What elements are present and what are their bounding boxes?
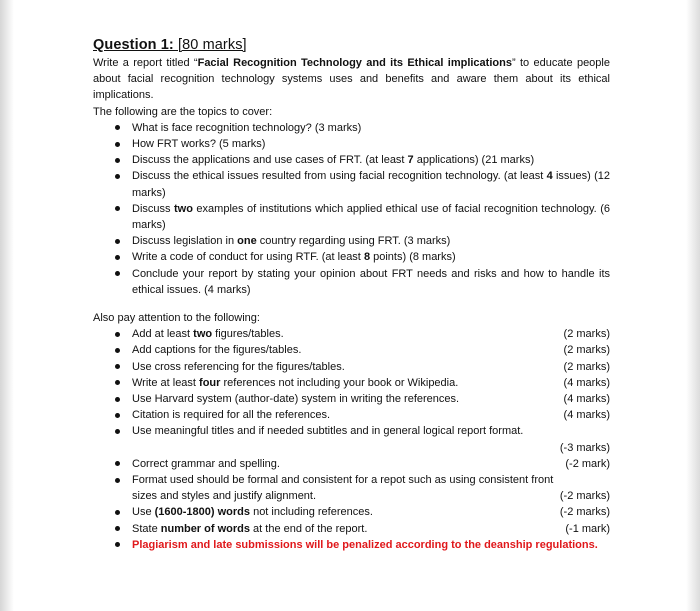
- item-marks: (-1 mark): [565, 522, 610, 535]
- list-item: Discuss the applications and use cases of FRT. (at least 7 applications) (21 marks): [93, 152, 610, 168]
- list-item: Use meaningful titles and if needed subtitles and in general logical report format.: [93, 423, 610, 439]
- list-item: Format used should be formal and consistent for a repot such as using consistent front sizes and styles and justify alignment. (-2 marks): [93, 472, 610, 504]
- list-item: Use cross referencing for the figures/tables. (2 marks): [93, 359, 610, 375]
- list-item: Discuss the ethical issues resulted from using facial recognition technology. (at least 4 issues) (12 marks): [93, 168, 610, 200]
- list-item: Add captions for the figures/tables. (2 marks): [93, 342, 610, 358]
- report-title: Facial Recognition Technology and its Ethical implications: [197, 57, 512, 69]
- penalties-list: [93, 456, 610, 553]
- list-item: How FRT works? (5 marks): [93, 136, 610, 152]
- item-marks: (2 marks): [563, 360, 610, 373]
- list-item: Write at least four references not including your book or Wikipedia. (4 marks): [93, 375, 610, 391]
- list-item: Citation is required for all the references. (4 marks): [93, 407, 610, 423]
- list-item: Discuss two examples of institutions which applied ethical use of facial recognition technology. (6 marks): [93, 201, 610, 233]
- question-content: [93, 36, 610, 553]
- attention-list: [93, 326, 610, 439]
- item-marks: (2 marks): [563, 328, 610, 341]
- list-item: State number of words at the end of the report. (-1 mark): [93, 521, 610, 537]
- item-marks: (4 marks): [563, 393, 610, 406]
- list-item: What is face recognition technology? (3 marks): [93, 120, 610, 136]
- item-marks: (-2 mark): [565, 457, 610, 470]
- list-item: Write a code of conduct for using RTF. (at least 8 points) (8 marks): [93, 249, 610, 265]
- list-item: Correct grammar and spelling. (-2 mark): [93, 456, 610, 472]
- topics-heading: The following are the topics to cover:: [93, 105, 273, 118]
- format-marks: (-3 marks): [559, 441, 610, 454]
- question-marks: [80 marks]: [178, 37, 247, 53]
- plagiarism-warning: Plagiarism and late submissions will be penalized according to the deanship regulations.: [93, 537, 610, 553]
- item-marks: (4 marks): [563, 409, 610, 422]
- topics-list: [93, 120, 610, 298]
- list-item: Use Harvard system (author-date) system in writing the references. (4 marks): [93, 391, 610, 407]
- question-title: [93, 36, 610, 54]
- list-item: Use (1600-1800) words not including references. (-2 marks): [93, 504, 610, 520]
- list-item: Add at least two figures/tables. (2 marks): [93, 326, 610, 342]
- item-marks: (2 marks): [563, 344, 610, 357]
- item-marks: (4 marks): [563, 376, 610, 389]
- list-item: Conclude your report by stating your opinion about FRT needs and risks and how to handle its ethical issues. (4 marks): [93, 266, 610, 298]
- list-item: Discuss legislation in one country regarding using FRT. (3 marks): [93, 233, 610, 249]
- question-intro: Write a report titled “Facial Recognition Technology and its Ethical implications” to educate people about facial recognition technology systems uses and benefits and aware them about its ethical implications.: [93, 57, 610, 102]
- question-number: Question 1:: [93, 37, 178, 53]
- attention-heading: Also pay attention to the following:: [93, 312, 260, 325]
- item-marks: (-2 marks): [559, 506, 610, 519]
- item-marks: (-2 marks): [559, 490, 610, 503]
